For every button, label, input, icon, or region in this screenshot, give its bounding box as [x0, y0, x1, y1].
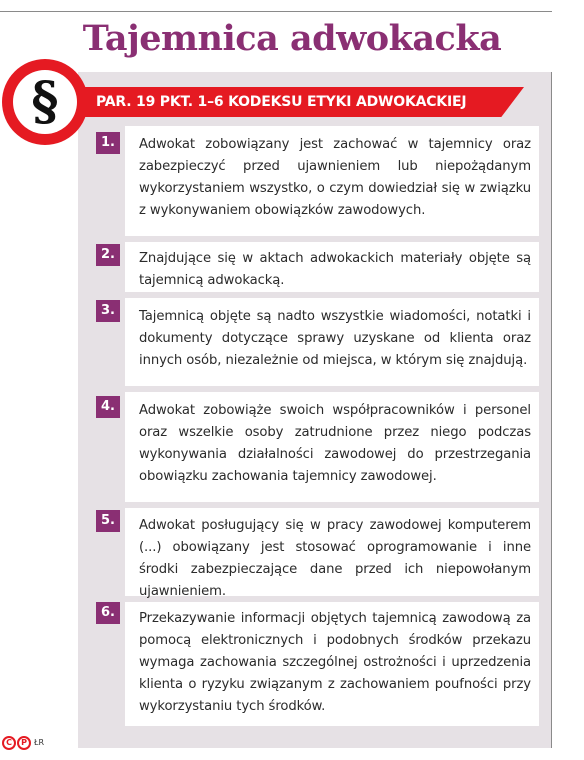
item-text: Adwokat posługujący się w pracy zawodowej komputerem (...) obowiązany jest stosować oprogramowanie i inne środki zabezpieczające dane przed ich niepowołanym ujawnieniem.: [139, 518, 531, 599]
item-number: 3.: [96, 300, 120, 322]
right-divider: [551, 72, 552, 748]
paragraph-section-icon: §: [31, 71, 59, 132]
item-number: 5.: [96, 510, 120, 532]
item-text: Przekazywanie informacji objętych tajemnicą zawodową za pomocą elektronicznych i podobnych środków przekazu wymaga zachowania szczególnej ostrożności i uprzedzenia klienta o ryzyku związanym z zachowaniem poufności przy wykorzystaniu tych środków.: [139, 611, 531, 714]
author-credit: ŁR: [34, 738, 45, 747]
top-divider: [0, 11, 552, 12]
item-number: 6.: [96, 602, 120, 624]
item-text: Adwokat zobowiąże swoich współpracowników i personel oraz wszelkie osoby zatrudnione przez niego podczas wykonywania działalności zawodowej do przestrzegania obowiązku zachowania tajemnicy zawodowej.: [139, 403, 531, 484]
item-number: 1.: [96, 132, 120, 154]
item-text: Tajemnicą objęte są nadto wszystkie wiadomości, notatki i dokumenty dotyczące sprawy uzyskane od klienta oraz innych osób, niezależnie od miejsca, w którym się znajdują.: [139, 309, 531, 368]
badge-inner-circle: [13, 70, 77, 134]
item-text: Adwokat zobowiązany jest zachować w tajemnicy oraz zabezpieczyć przed ujawnieniem lub niepożądanym wykorzystaniem wszystko, o czym dowiedział się w związku z wykonywaniem obowiązków zawodowych.: [139, 137, 531, 218]
item-number: 2.: [96, 244, 120, 266]
publisher-logo: [2, 736, 31, 752]
page-title: Tajemnica adwokacka: [82, 18, 502, 59]
logo-c-icon: C: [2, 736, 16, 750]
item-text: Znajdujące się w aktach adwokackich materiały objęte są tajemnicą adwokacką.: [139, 251, 531, 288]
subtitle-text: PAR. 19 PKT. 1–6 KODEKSU ETYKI ADWOKACKIEJ: [96, 94, 467, 110]
paragraph-badge: [2, 59, 88, 145]
item-number: 4.: [96, 396, 120, 418]
logo-p-icon: P: [17, 736, 31, 750]
